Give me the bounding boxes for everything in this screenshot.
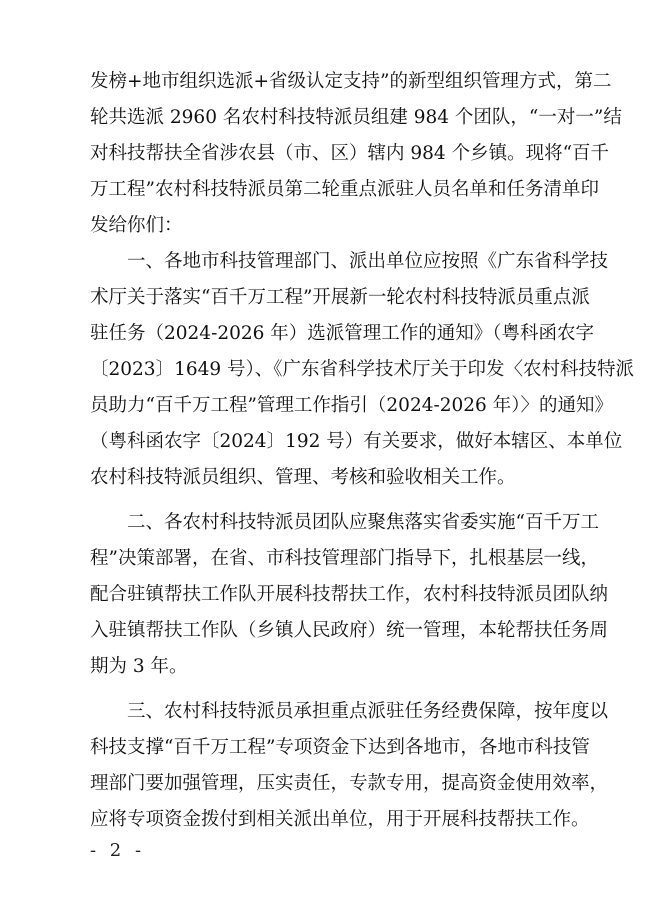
paragraph-item-2 [90, 505, 609, 685]
paragraph-item-1 [90, 244, 635, 496]
text-line: 三、农村科技特派员承担重点派驻任务经费保障，按年度以 [90, 701, 609, 722]
text-line: 农村科技特派员组织、管理、考核和验收相关工作。 [90, 467, 516, 488]
paragraph-gap [90, 685, 562, 694]
text-line: 理部门要加强管理，压实责任，专款专用，提高资金使用效率， [90, 773, 609, 794]
text-line: 发榜+地市组织选派+省级认定支持”的新型组织管理方式，第二 [90, 71, 612, 92]
document-body [90, 64, 635, 838]
text-line: 轮共选派 2960 名农村科技特派员组建 984 个团队，“一对一”结 [90, 107, 622, 128]
text-line: 一、各地市科技管理部门、派出单位应按照《广东省科学技 [90, 251, 609, 272]
text-line: 应将专项资金拨付到相关派出单位，用于开展科技帮扶工作。 [90, 809, 590, 830]
text-line: 程”决策部署，在省、市科技管理部门指导下，扎根基层一线， [90, 548, 599, 569]
text-line: （粤科函农字〔2024〕192 号）有关要求，做好本辖区、本单位 [90, 431, 623, 452]
text-line: 配合驻镇帮扶工作队开展科技帮扶工作，农村科技特派员团队纳 [90, 584, 609, 605]
paragraph-intro [90, 64, 622, 244]
text-line: 驻任务（2024-2026 年）选派管理工作的通知》（粤科函农字 [90, 323, 595, 344]
text-line: 期为 3 年。 [90, 656, 188, 677]
text-line: 对科技帮扶全省涉农县（市、区）辖内 984 个乡镇。现将“百千 [90, 143, 610, 164]
text-line: 二、各农村科技特派员团队应聚焦落实省委实施“百千万工 [90, 512, 599, 533]
text-line: 入驻镇帮扶工作队（乡镇人民政府）统一管理，本轮帮扶任务周 [90, 620, 609, 641]
paragraph-gap [90, 496, 562, 505]
page-number: - 2 - [90, 840, 146, 861]
text-line: 〔2023〕1649 号）、《广东省科学技术厅关于印发〈农村科技特派 [90, 359, 635, 380]
text-line: 术厅关于落实“百千万工程”开展新一轮农村科技特派员重点派 [90, 287, 590, 308]
text-line: 发给你们： [90, 215, 183, 236]
text-line: 万工程”农村科技特派员第二轮重点派驻人员名单和任务清单印 [90, 179, 599, 200]
paragraph-item-3 [90, 694, 609, 838]
text-line: 员助力“百千万工程”管理工作指引（2024-2026 年）〉的通知》 [90, 395, 613, 416]
text-line: 科技支撑“百千万工程”专项资金下达到各地市，各地市科技管 [90, 737, 590, 758]
